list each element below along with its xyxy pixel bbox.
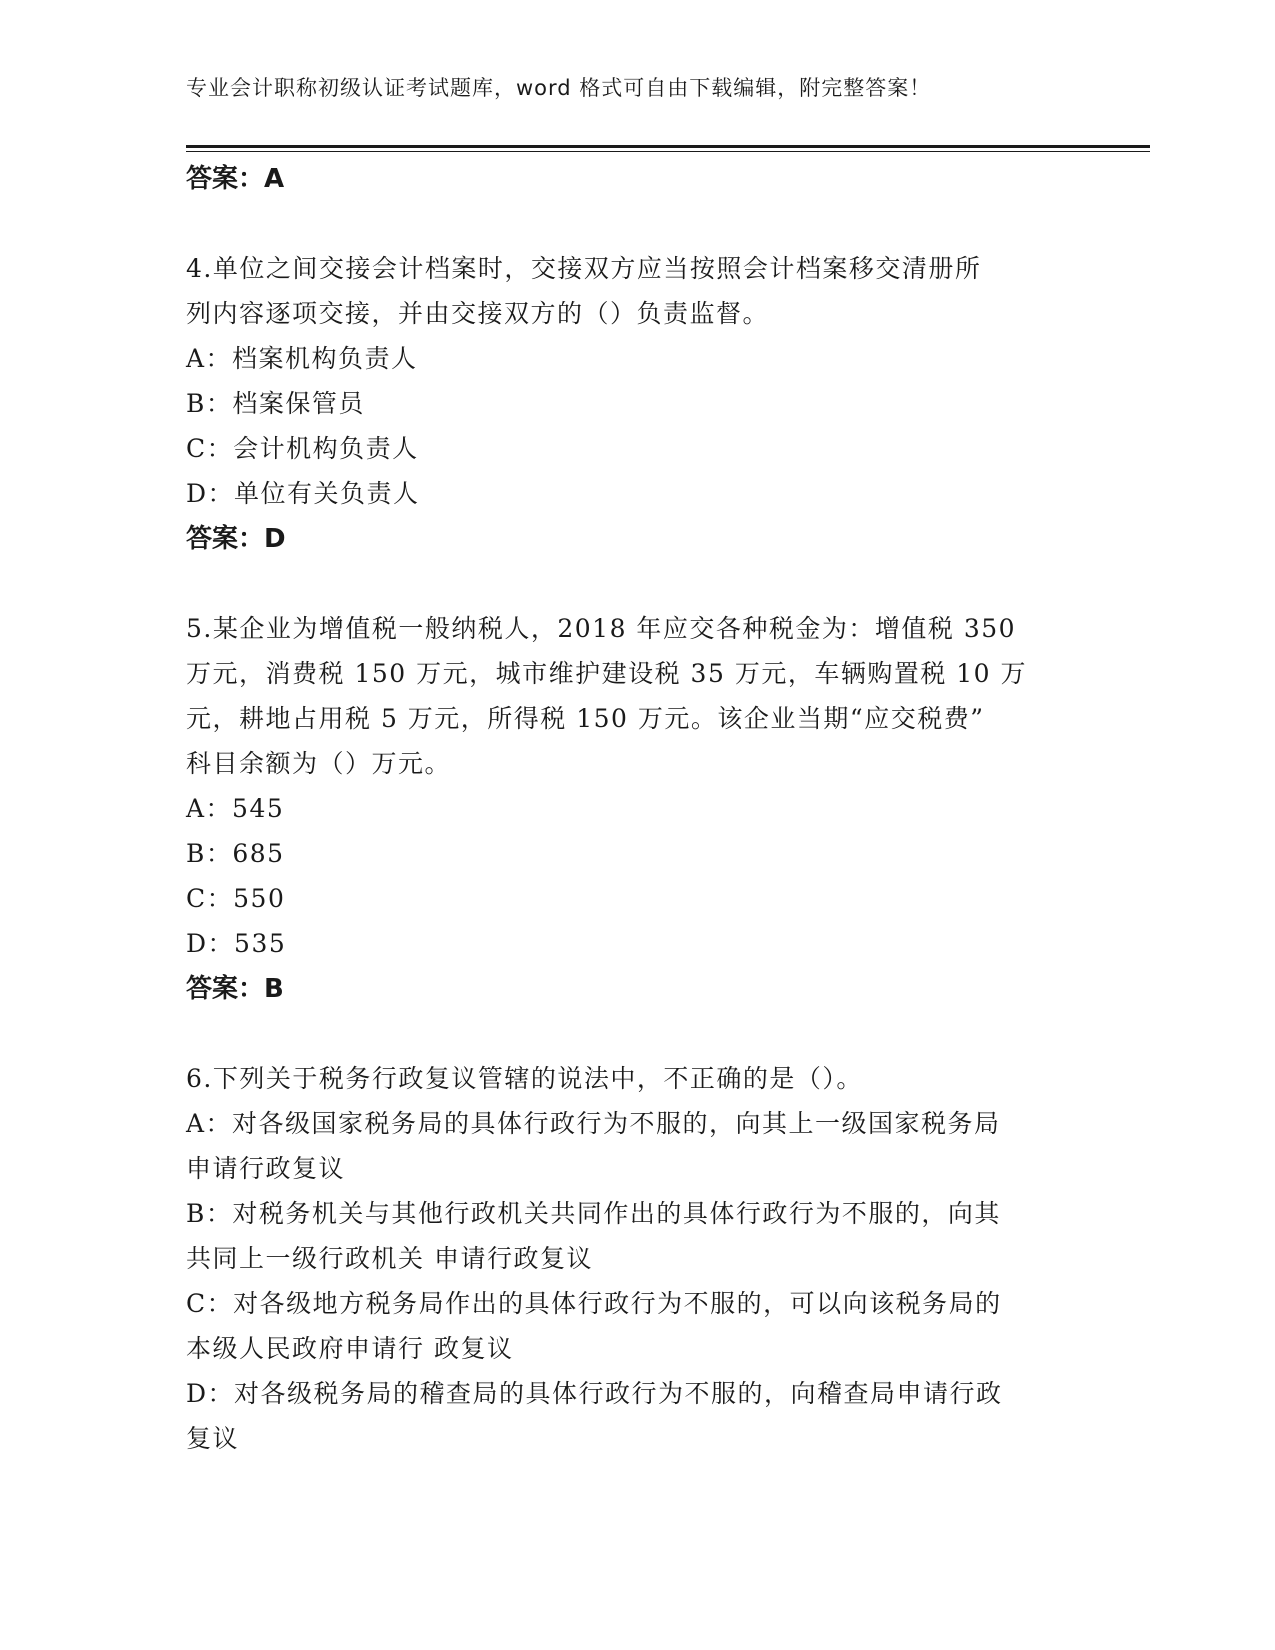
option-a (186, 786, 1086, 831)
option-text: D：对各级税务局的稽查局的具体行政行为不服的，向稽查局申请行政 (186, 1379, 1003, 1408)
option-text: C：对各级地方税务局作出的具体行政行为不服的，可以向该税务局的 (186, 1289, 1002, 1318)
option-text: 本级人民政府申请行 政复议 (186, 1334, 514, 1363)
option-text: C：会计机构负责人 (186, 434, 419, 463)
option-text: B：档案保管员 (186, 389, 365, 418)
option-d (186, 1371, 1086, 1461)
option-text: 共同上一级行政机关 申请行政复议 (186, 1244, 593, 1273)
option-b (186, 381, 1086, 426)
option-text: 申请行政复议 (186, 1154, 346, 1183)
option-c (186, 426, 1086, 471)
question-text: 万元，消费税 150 万元，城市维护建设税 35 万元，车辆购置税 10 万 (186, 659, 1028, 688)
question-list (186, 156, 1086, 1461)
option-b (186, 831, 1086, 876)
option-text: D：535 (186, 929, 287, 958)
option-text: B：对税务机关与其他行政机关共同作出的具体行政行为不服的，向其 (186, 1199, 1001, 1228)
option-b (186, 1191, 1086, 1281)
option-text: A：档案机构负责人 (186, 344, 418, 373)
question-text: 列内容逐项交接，并由交接双方的（）负责监督。 (186, 299, 770, 328)
question-stem (186, 606, 1086, 786)
option-a (186, 1101, 1086, 1191)
option-a (186, 336, 1086, 381)
header-rule-thick (186, 145, 1150, 148)
option-c (186, 876, 1086, 921)
question-text: 6.下列关于税务行政复议管辖的说法中，不正确的是（）。 (186, 1064, 863, 1093)
question-stem (186, 246, 1086, 336)
option-text: 复议 (186, 1424, 240, 1453)
option-text: D：单位有关负责人 (186, 479, 420, 508)
option-text: B：685 (186, 839, 285, 868)
option-c (186, 1281, 1086, 1371)
answer-line: 答案：B (186, 974, 284, 1004)
question-text: 4.单位之间交接会计档案时，交接双方应当按照会计档案移交清册所 (186, 254, 982, 283)
option-text: C：550 (186, 884, 286, 913)
question-text: 元，耕地占用税 5 万元，所得税 150 万元。该企业当期“应交税费” (186, 704, 985, 733)
answer-line: 答案：A (186, 164, 285, 194)
question-stem (186, 1056, 1086, 1101)
page-header: 专业会计职称初级认证考试题库，word 格式可自由下载编辑，附完整答案！ (186, 76, 932, 100)
question-text: 5.某企业为增值税一般纳税人，2018 年应交各种税金为：增值税 350 (186, 614, 1017, 643)
option-text: A：对各级国家税务局的具体行政行为不服的，向其上一级国家税务局 (186, 1109, 1001, 1138)
option-d (186, 921, 1086, 966)
header-rule-thin (186, 151, 1150, 152)
question-text: 科目余额为（）万元。 (186, 749, 452, 778)
option-d (186, 471, 1086, 516)
option-text: A：545 (186, 794, 285, 823)
answer-line: 答案：D (186, 524, 286, 554)
